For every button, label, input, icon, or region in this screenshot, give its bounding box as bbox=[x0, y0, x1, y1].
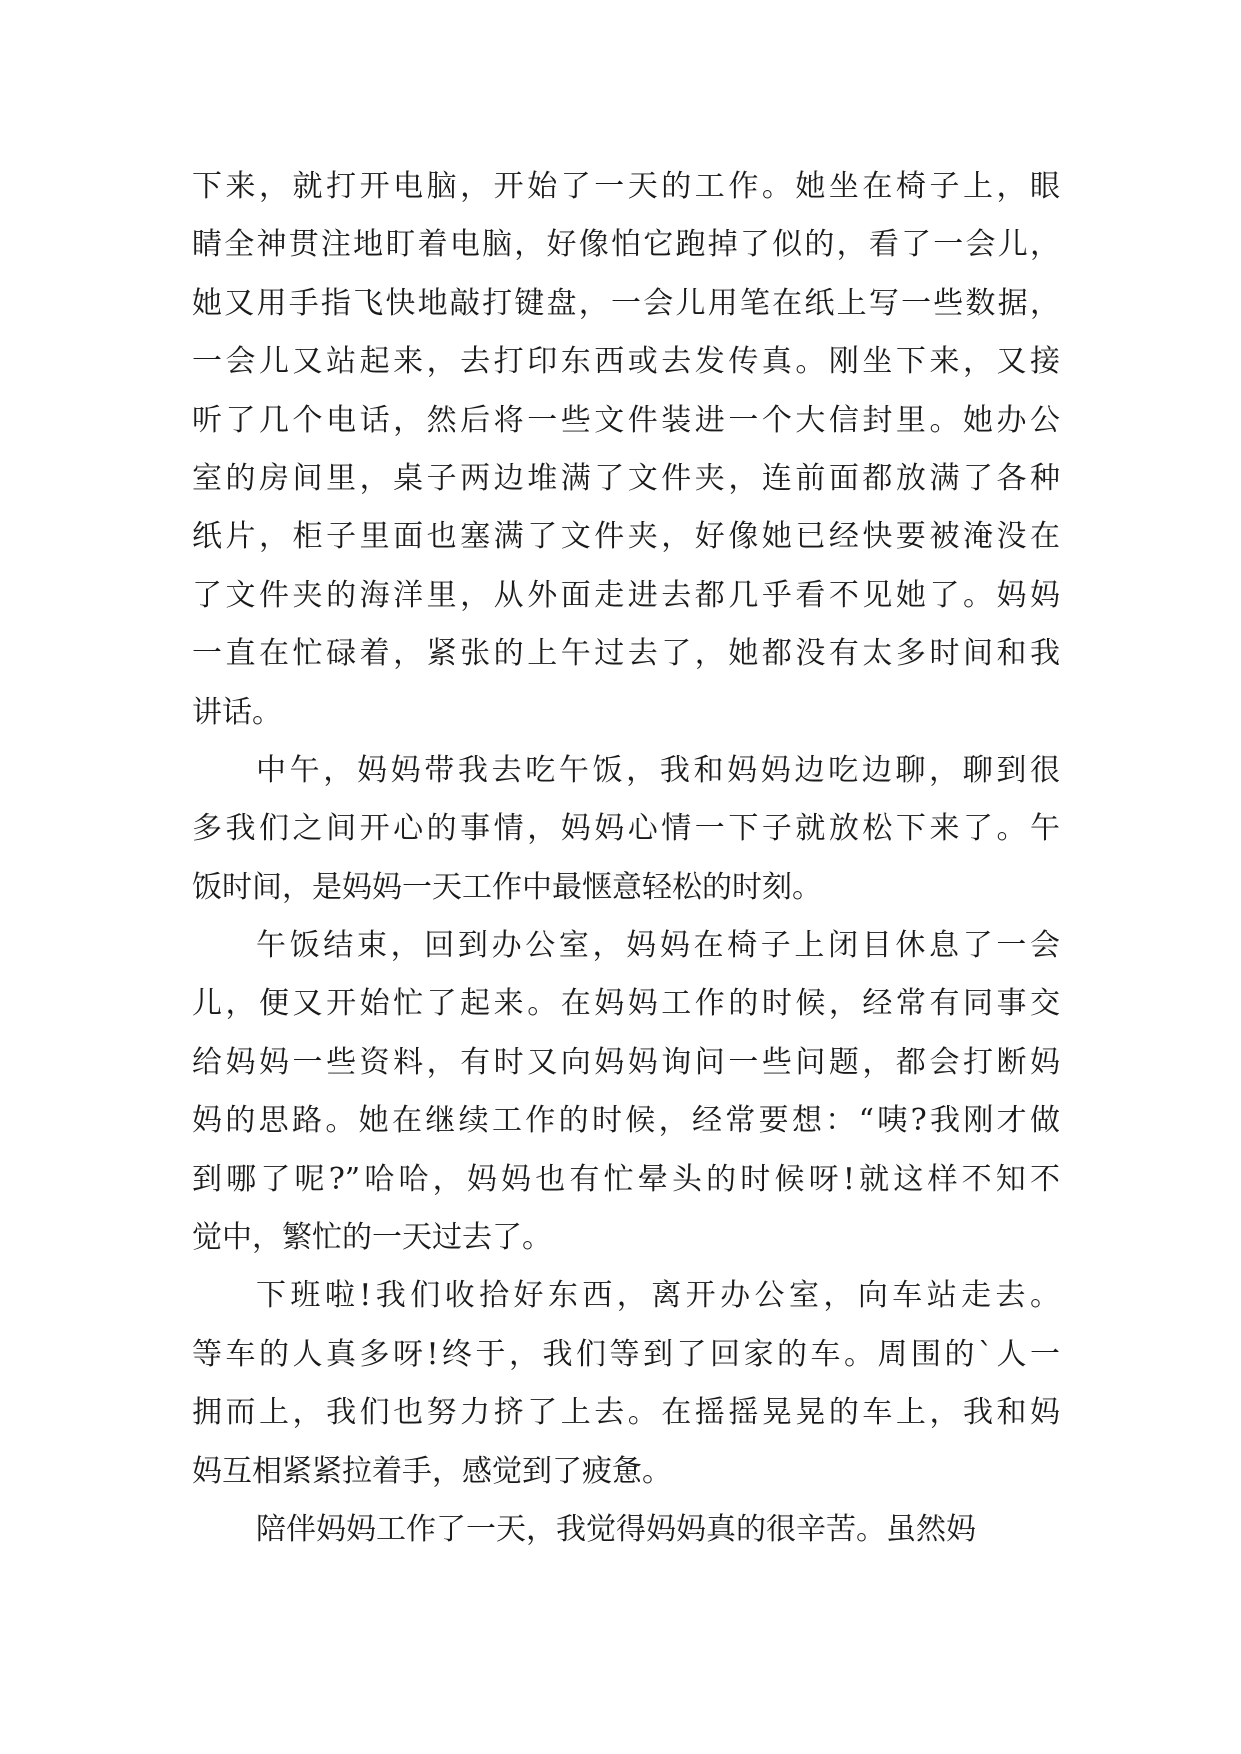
text-line: 多我们之间开心的事情，妈妈心情一下子就放松下来了。午 bbox=[192, 811, 1060, 847]
text-line: 一直在忙碌着，紧张的上午过去了，她都没有太多时间和我 bbox=[192, 636, 1060, 672]
text-line: 讲话。 bbox=[192, 694, 282, 730]
document-body bbox=[192, 158, 1060, 1559]
text-line: 她又用手指飞快地敲打键盘，一会儿用笔在纸上写一些数据， bbox=[192, 285, 1060, 321]
text-line: 儿，便又开始忙了起来。在妈妈工作的时候，经常有同事交 bbox=[192, 986, 1060, 1022]
text-line: 纸片，柜子里面也塞满了文件夹，好像她已经快要被淹没在 bbox=[192, 519, 1060, 555]
text-line: 听了几个电话，然后将一些文件装进一个大信封里。她办公 bbox=[192, 402, 1060, 438]
text-line: 下来，就打开电脑，开始了一天的工作。她坐在椅子上，眼 bbox=[192, 169, 1060, 204]
text-line: 室的房间里，桌子两边堆满了文件夹，连前面都放满了各种 bbox=[192, 460, 1060, 496]
paragraph bbox=[192, 1501, 1060, 1559]
text-line: 给妈妈一些资料，有时又向妈妈询问一些问题，都会打断妈 bbox=[192, 1044, 1060, 1080]
text-line: 睛全神贯注地盯着电脑，好像怕它跑掉了似的，看了一会儿， bbox=[192, 227, 1060, 263]
paragraph bbox=[192, 742, 1060, 917]
text-line: 午饭结束，回到办公室，妈妈在椅子上闭目休息了一会 bbox=[256, 928, 1060, 964]
paragraph bbox=[192, 917, 1060, 1267]
text-line: 一会儿又站起来，去打印东西或去发传真。刚坐下来，又接 bbox=[192, 344, 1060, 380]
text-line: 中午，妈妈带我去吃午饭，我和妈妈边吃边聊，聊到很 bbox=[256, 752, 1060, 788]
text-line: 陪伴妈妈工作了一天，我觉得妈妈真的很辛苦。虽然妈 bbox=[256, 1511, 976, 1547]
text-line: 到哪了呢?”哈哈，妈妈也有忙晕头的时候呀!就这样不知不 bbox=[192, 1161, 1060, 1197]
paragraph bbox=[192, 1267, 1060, 1501]
text-line: 等车的人真多呀!终于，我们等到了回家的车。周围的`人一 bbox=[192, 1336, 1060, 1372]
text-line: 饭时间，是妈妈一天工作中最惬意轻松的时刻。 bbox=[192, 869, 822, 905]
paragraph bbox=[192, 158, 1060, 742]
text-line: 妈互相紧紧拉着手，感觉到了疲惫。 bbox=[192, 1453, 672, 1489]
text-line: 下班啦!我们收拾好东西，离开办公室，向车站走去。 bbox=[256, 1278, 1060, 1314]
text-line: 拥而上，我们也努力挤了上去。在摇摇晃晃的车上，我和妈 bbox=[192, 1395, 1060, 1431]
text-line: 了文件夹的海洋里，从外面走进去都几乎看不见她了。妈妈 bbox=[192, 577, 1060, 613]
text-line: 妈的思路。她在继续工作的时候，经常要想：“咦?我刚才做 bbox=[192, 1103, 1060, 1139]
text-line: 觉中，繁忙的一天过去了。 bbox=[192, 1220, 552, 1256]
